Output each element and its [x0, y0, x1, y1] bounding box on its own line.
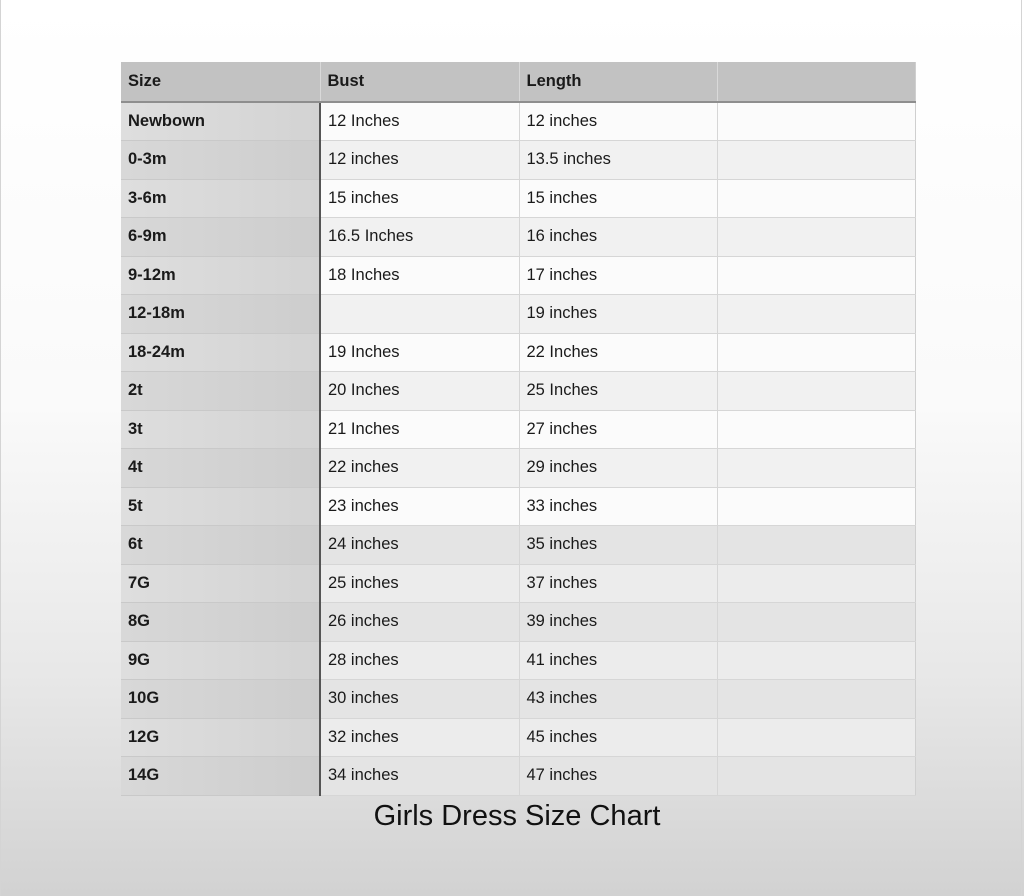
- size-cell: 2t: [121, 372, 320, 411]
- empty-cell: [717, 487, 915, 526]
- table-row: [121, 641, 915, 680]
- size-cell: 3t: [121, 410, 320, 449]
- size-cell: 18-24m: [121, 333, 320, 372]
- bust-cell: 12 Inches: [320, 102, 519, 141]
- size-cell: 6-9m: [121, 218, 320, 257]
- bust-cell: 30 inches: [320, 680, 519, 719]
- empty-cell: [717, 680, 915, 719]
- size-cell: 6t: [121, 526, 320, 565]
- length-cell: 27 inches: [519, 410, 717, 449]
- length-cell: 45 inches: [519, 718, 717, 757]
- bust-cell: 18 Inches: [320, 256, 519, 295]
- table-row: [121, 372, 915, 411]
- size-cell: 12G: [121, 718, 320, 757]
- length-cell: 33 inches: [519, 487, 717, 526]
- bust-cell: 12 inches: [320, 141, 519, 180]
- table-row: [121, 680, 915, 719]
- header-length: Length: [519, 62, 717, 102]
- table-body: [121, 102, 915, 795]
- empty-cell: [717, 372, 915, 411]
- length-cell: 16 inches: [519, 218, 717, 257]
- bust-cell: [320, 295, 519, 334]
- length-cell: 12 inches: [519, 102, 717, 141]
- empty-cell: [717, 526, 915, 565]
- size-cell: 3-6m: [121, 179, 320, 218]
- empty-cell: [717, 179, 915, 218]
- length-cell: 47 inches: [519, 757, 717, 796]
- bust-cell: 21 Inches: [320, 410, 519, 449]
- bust-cell: 16.5 Inches: [320, 218, 519, 257]
- empty-cell: [717, 256, 915, 295]
- empty-cell: [717, 718, 915, 757]
- length-cell: 19 inches: [519, 295, 717, 334]
- size-cell: 0-3m: [121, 141, 320, 180]
- table-header: [121, 62, 915, 102]
- table-row: [121, 179, 915, 218]
- empty-cell: [717, 295, 915, 334]
- size-chart-table: [121, 62, 916, 796]
- bust-cell: 19 Inches: [320, 333, 519, 372]
- table-row: [121, 333, 915, 372]
- bust-cell: 22 inches: [320, 449, 519, 488]
- table-row: [121, 102, 915, 141]
- length-cell: 43 inches: [519, 680, 717, 719]
- bust-cell: 23 inches: [320, 487, 519, 526]
- empty-cell: [717, 333, 915, 372]
- empty-cell: [717, 757, 915, 796]
- empty-cell: [717, 603, 915, 642]
- table-row: [121, 256, 915, 295]
- table-row: [121, 487, 915, 526]
- bust-cell: 24 inches: [320, 526, 519, 565]
- size-cell: 4t: [121, 449, 320, 488]
- bust-cell: 20 Inches: [320, 372, 519, 411]
- length-cell: 35 inches: [519, 526, 717, 565]
- table-row: [121, 449, 915, 488]
- length-cell: 29 inches: [519, 449, 717, 488]
- size-cell: 14G: [121, 757, 320, 796]
- length-cell: 39 inches: [519, 603, 717, 642]
- length-cell: 22 Inches: [519, 333, 717, 372]
- chart-caption: Girls Dress Size Chart: [373, 800, 661, 832]
- bust-cell: 25 inches: [320, 564, 519, 603]
- header-row: [121, 62, 915, 102]
- bust-cell: 26 inches: [320, 603, 519, 642]
- header-size: Size: [121, 62, 320, 102]
- bust-cell: 15 inches: [320, 179, 519, 218]
- bust-cell: 28 inches: [320, 641, 519, 680]
- empty-cell: [717, 564, 915, 603]
- table-row: [121, 526, 915, 565]
- table-row: [121, 757, 915, 796]
- length-cell: 37 inches: [519, 564, 717, 603]
- table-row: [121, 718, 915, 757]
- table-row: [121, 218, 915, 257]
- size-cell: 12-18m: [121, 295, 320, 334]
- bust-cell: 34 inches: [320, 757, 519, 796]
- table-row: [121, 603, 915, 642]
- empty-cell: [717, 641, 915, 680]
- size-cell: 9-12m: [121, 256, 320, 295]
- table-row: [121, 564, 915, 603]
- header-empty: [717, 62, 915, 102]
- empty-cell: [717, 449, 915, 488]
- empty-cell: [717, 410, 915, 449]
- size-cell: 10G: [121, 680, 320, 719]
- empty-cell: [717, 141, 915, 180]
- empty-cell: [717, 218, 915, 257]
- bust-cell: 32 inches: [320, 718, 519, 757]
- table-row: [121, 410, 915, 449]
- size-cell: 5t: [121, 487, 320, 526]
- empty-cell: [717, 102, 915, 141]
- length-cell: 25 Inches: [519, 372, 717, 411]
- length-cell: 41 inches: [519, 641, 717, 680]
- length-cell: 15 inches: [519, 179, 717, 218]
- header-bust: Bust: [320, 62, 519, 102]
- length-cell: 17 inches: [519, 256, 717, 295]
- size-cell: Newbown: [121, 102, 320, 141]
- length-cell: 13.5 inches: [519, 141, 717, 180]
- size-cell: 7G: [121, 564, 320, 603]
- size-cell: 8G: [121, 603, 320, 642]
- table-row: [121, 295, 915, 334]
- size-cell: 9G: [121, 641, 320, 680]
- table-row: [121, 141, 915, 180]
